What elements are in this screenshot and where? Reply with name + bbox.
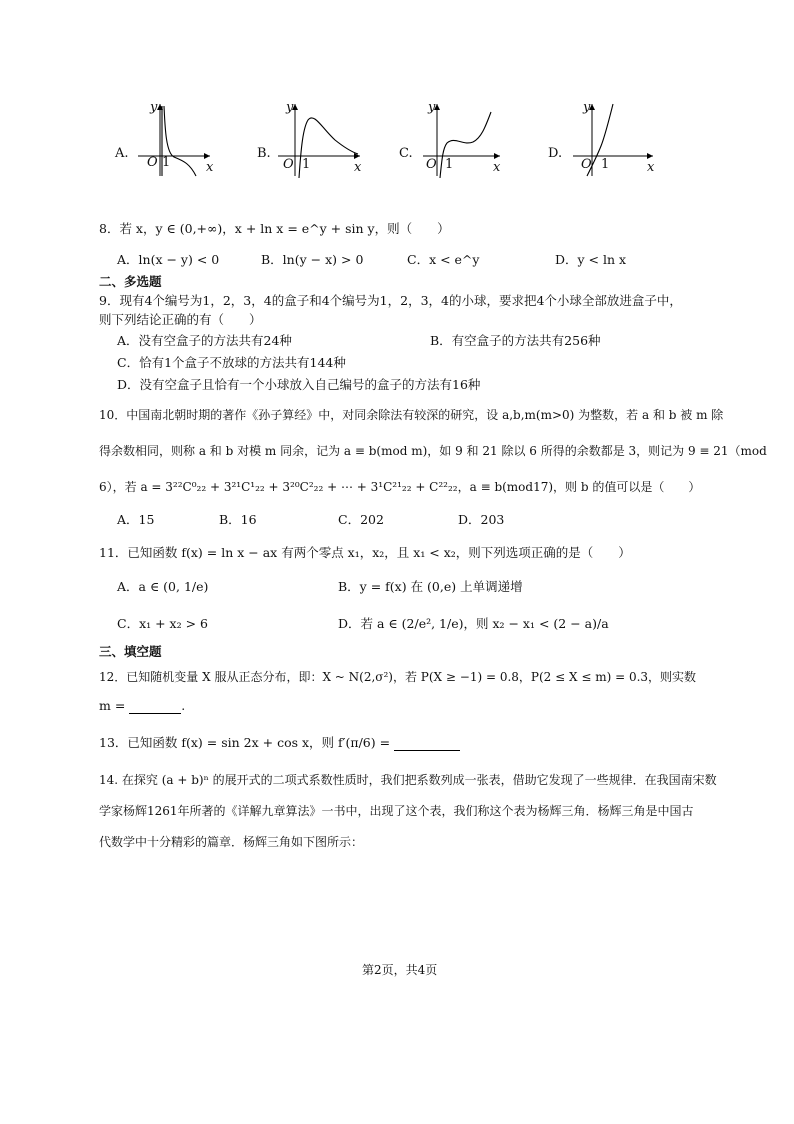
q8-stem: 8．若 x，y ∈ (0,+∞)，x + ln x = e^y + sin y，则（ ） (99, 221, 450, 236)
q12-line2 (99, 698, 185, 714)
q14-line3: 代数学中十分精彩的篇章．杨辉三角如下图所示： (99, 835, 364, 849)
q9-option-c: C．恰有1个盒子不放球的方法共有144种 (117, 355, 346, 370)
tick-label: 1 (162, 155, 171, 170)
origin-label: O (426, 157, 437, 172)
option-label: A. (115, 146, 129, 161)
axis-x-label: x (354, 160, 362, 175)
q10-line1: 10．中国南北朝时期的著作《孙子算经》中，对同余除法有较深的研究，设 a,b,m(m>0) 为整数，若 a 和 b 被 m 除 (99, 408, 724, 422)
origin-label: O (147, 155, 158, 170)
q9-option-d: D．没有空盒子且恰有一个小球放入自己编号的盒子的方法有16种 (117, 377, 481, 392)
q12-prefix: m = (99, 698, 126, 713)
axis-x-label: x (647, 160, 655, 175)
q11-option-a: A．a ∈ (0, 1/e) (117, 579, 209, 594)
q11-stem: 11．已知函数 f(x) = ln x − ax 有两个零点 x₁，x₂，且 x₁ < x₂，则下列选项正确的是（ ） (99, 545, 631, 560)
q10-option-b: B．16 (219, 512, 257, 527)
graph-d (535, 98, 665, 178)
q9-option-b: B．有空盒子的方法共有256种 (430, 333, 601, 348)
tick-label: 1 (445, 157, 454, 172)
q9-stem-line2: 则下列结论正确的有（ ） (99, 312, 262, 327)
origin-label: O (283, 157, 294, 172)
graph-a (100, 98, 220, 178)
q8-option-c: C．x < e^y (407, 252, 480, 267)
q10-option-c: C．202 (338, 512, 384, 527)
q10-line2: 得余数相同，则称 a 和 b 对模 m 同余，记为 a ≡ b(mod m)，如 9 和 21 除以 6 所得的余数都是 3，则记为 9 ≡ 21（mod (99, 444, 767, 458)
q10-option-a: A．15 (117, 512, 155, 527)
q8-option-b: B．ln(y − x) > 0 (261, 252, 364, 267)
axis-y-label: y (150, 100, 158, 115)
q13-line (99, 733, 460, 751)
axis-x-label: x (206, 160, 214, 175)
tick-label: 1 (601, 157, 610, 172)
answer-blank-q13[interactable] (394, 735, 460, 751)
graph-option-d (535, 98, 665, 178)
option-label: D. (548, 146, 563, 161)
option-label: C. (399, 146, 413, 161)
axis-y-label: y (286, 100, 294, 115)
q11-option-b: B．y = f(x) 在 (0,e) 上单调递增 (338, 579, 523, 594)
q10-option-d: D．203 (458, 512, 505, 527)
axis-y-label: y (428, 100, 436, 115)
option-label: B. (257, 146, 271, 161)
axis-x-label: x (493, 160, 501, 175)
q12-period: . (181, 698, 186, 713)
q14-line1: 14. 在探究 (a + b)ⁿ 的展开式的二项式系数性质时，我们把系数列成一张表，借助它发现了一些规律．在我国南宋数 (99, 773, 717, 787)
tick-label: 1 (302, 157, 311, 172)
origin-label: O (581, 157, 592, 172)
graph-option-b (240, 98, 370, 178)
q8-option-d: D．y < ln x (555, 252, 627, 267)
answer-blank-q12[interactable] (129, 698, 181, 714)
section-fill-blank: 三、填空题 (99, 644, 162, 659)
q12-line1: 12．已知随机变量 X 服从正态分布，即：X ~ N(2,σ²)，若 P(X ≥ −1) = 0.8，P(2 ≤ X ≤ m) = 0.3，则实数 (99, 670, 697, 684)
graph-option-c (385, 98, 515, 178)
q9-stem-line1: 9．现有4个编号为1，2，3，4的盒子和4个编号为1，2，3，4的小球，要求把4个小球全部放进盒子中， (99, 293, 682, 308)
q9-option-a: A．没有空盒子的方法共有24种 (117, 333, 292, 348)
page-footer: 第2页，共4页 (362, 963, 438, 977)
q14-line2: 学家杨辉1261年所著的《详解九章算法》一书中，出现了这个表，我们称这个表为杨辉三角．杨辉三角是中国古 (99, 804, 694, 818)
q11-option-c: C．x₁ + x₂ > 6 (117, 616, 208, 631)
q13-stem: 13．已知函数 f(x) = sin 2x + cos x，则 f′(π/6) = (99, 735, 391, 750)
q11-option-d: D．若 a ∈ (2/e², 1/e)，则 x₂ − x₁ < (2 − a)/a (338, 616, 609, 631)
axis-y-label: y (583, 100, 591, 115)
q10-line3: 6），若 a = 3²²C⁰₂₂ + 3²¹C¹₂₂ + 3²⁰C²₂₂ + ⋯ + 3¹C²¹₂₂ + C²²₂₂，a ≡ b(mod17)，则 b 的值可以是（ ） (99, 480, 701, 494)
q8-option-a: A．ln(x − y) < 0 (117, 252, 220, 267)
graph-option-a (100, 98, 220, 178)
section-multi-choice: 二、多选题 (99, 274, 162, 289)
